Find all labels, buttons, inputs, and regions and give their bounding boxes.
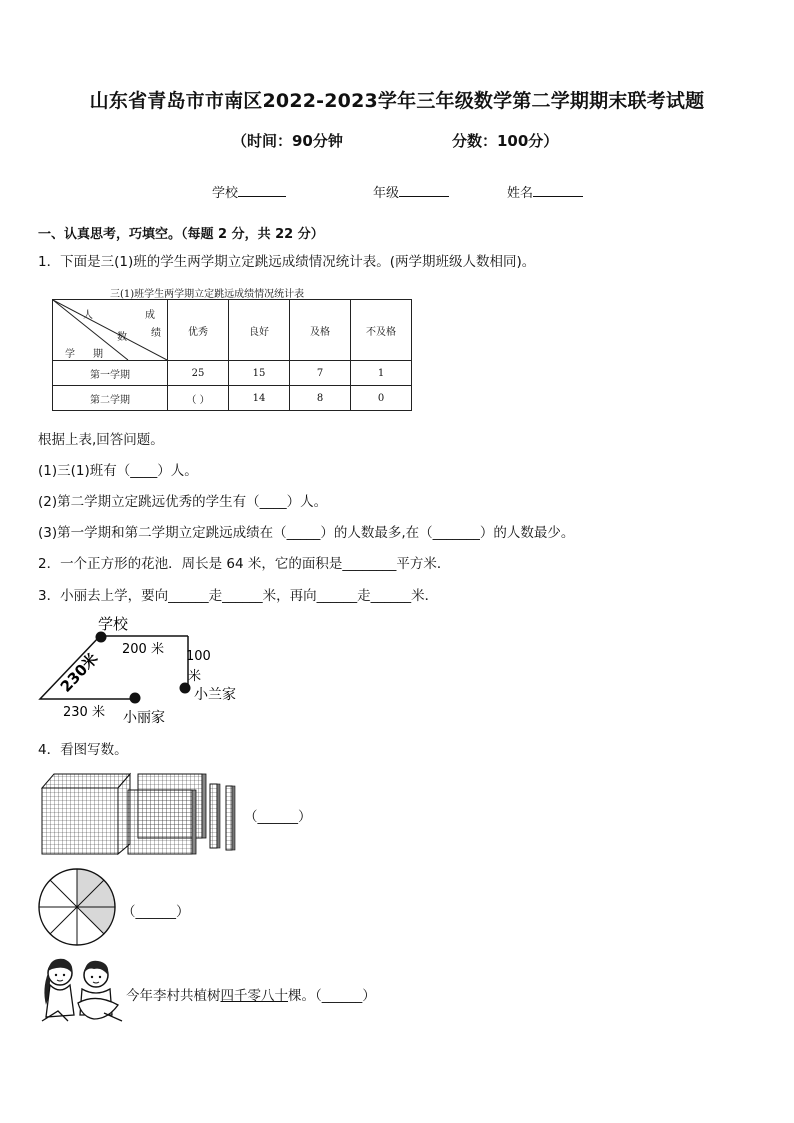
q1-sub1: (1)三(1)班有（____）人。 <box>38 463 198 479</box>
corner-qi: 期 <box>93 349 103 360</box>
school-point <box>96 632 107 643</box>
table-cell: 15 <box>229 361 290 386</box>
table-cell: 25 <box>168 361 229 386</box>
corner-shu: 数 <box>117 332 127 343</box>
q4-blank-2[interactable]: （______） <box>122 904 190 920</box>
name-label: 姓名 <box>507 186 534 201</box>
corner-ji: 绩 <box>151 328 161 339</box>
school-label: 学校 <box>98 615 129 633</box>
corner-ren: 人 <box>83 310 93 321</box>
corner-cheng: 成 <box>145 310 155 321</box>
table-cell: 0 <box>351 386 412 411</box>
sentence-underlined: 四千零八十 <box>220 988 288 1004</box>
sentence-pre: 今年李村共植树 <box>126 988 221 1004</box>
header-bujige: 不及格 <box>351 300 412 361</box>
base-ten-blocks <box>38 768 248 860</box>
name-field <box>507 182 583 201</box>
question-1: 1．下面是三(1)班的学生两学期立定跳远成绩情况统计表。(两学期班级人数相同)。 <box>38 254 536 270</box>
school-label: 学校 <box>212 186 239 201</box>
route-map <box>30 610 260 728</box>
stats-table-wrap <box>52 299 412 411</box>
distance-100-unit: 米 <box>188 669 202 684</box>
thousand-cube <box>42 774 130 854</box>
exam-time: （时间：90分钟 <box>232 132 343 150</box>
distance-230-diagonal: 230米 <box>56 649 102 696</box>
header-jige: 及格 <box>290 300 351 361</box>
table-cell: 14 <box>229 386 290 411</box>
table-corner-cell <box>53 300 168 361</box>
grade-label: 年级 <box>373 186 400 201</box>
q4-blank-1[interactable]: （______） <box>244 809 312 825</box>
table-caption: 三(1)班学生两学期立定跳远成绩情况统计表 <box>110 289 305 300</box>
stats-table <box>52 299 412 411</box>
table-cell-blank[interactable]: （ ） <box>168 386 229 411</box>
exam-score: 分数：100分） <box>452 132 559 150</box>
header-lianghao: 良好 <box>229 300 290 361</box>
question-2: 2．一个正方形的花池．周长是 64 米，它的面积是________平方米． <box>38 556 451 572</box>
xiaolan-point <box>180 683 191 694</box>
table-cell: 7 <box>290 361 351 386</box>
table-row <box>53 361 412 386</box>
q1-prompt: 根据上表,回答问题。 <box>38 432 164 448</box>
row-label: 第二学期 <box>53 386 168 411</box>
header-youxiu: 优秀 <box>168 300 229 361</box>
children-illustration <box>38 955 124 1025</box>
table-row <box>53 386 412 411</box>
ten-rod <box>226 786 235 850</box>
q4-sentence <box>126 984 376 1004</box>
circle-fraction <box>38 868 118 948</box>
sentence-post[interactable]: 棵。（______） <box>288 988 376 1004</box>
name-blank[interactable] <box>533 182 583 197</box>
page-title: 山东省青岛市市南区2022-2023学年三年级数学第二学期期末联考试题 <box>89 90 705 112</box>
school-blank[interactable] <box>238 182 286 197</box>
distance-200: 200 米 <box>122 642 164 657</box>
xiaoli-point <box>130 693 141 704</box>
school-field <box>212 182 286 201</box>
xiaoli-label: 小丽家 <box>123 710 165 726</box>
question-3: 3．小丽去上学，要向______走______米，再向______走______米． <box>38 588 439 604</box>
distance-100: 100 <box>186 649 211 664</box>
distance-230-bottom: 230 米 <box>63 705 105 720</box>
ten-rod <box>210 784 220 848</box>
grade-blank[interactable] <box>399 182 449 197</box>
section-heading: 一、认真思考，巧填空。（每题 2 分，共 22 分） <box>38 227 324 242</box>
q1-sub2: (2)第二学期立定跳远优秀的学生有（____）人。 <box>38 494 328 510</box>
row-label: 第一学期 <box>53 361 168 386</box>
q1-sub3: (3)第一学期和第二学期立定跳远成绩在（_____）的人数最多,在（_______）的人数最少。 <box>38 525 575 541</box>
xiaolan-label: 小兰家 <box>194 687 236 703</box>
table-cell: 1 <box>351 361 412 386</box>
corner-xue: 学 <box>65 349 75 360</box>
hundred-flat <box>128 790 196 854</box>
table-cell: 8 <box>290 386 351 411</box>
question-4: 4．看图写数。 <box>38 742 128 758</box>
grade-field <box>373 182 449 201</box>
